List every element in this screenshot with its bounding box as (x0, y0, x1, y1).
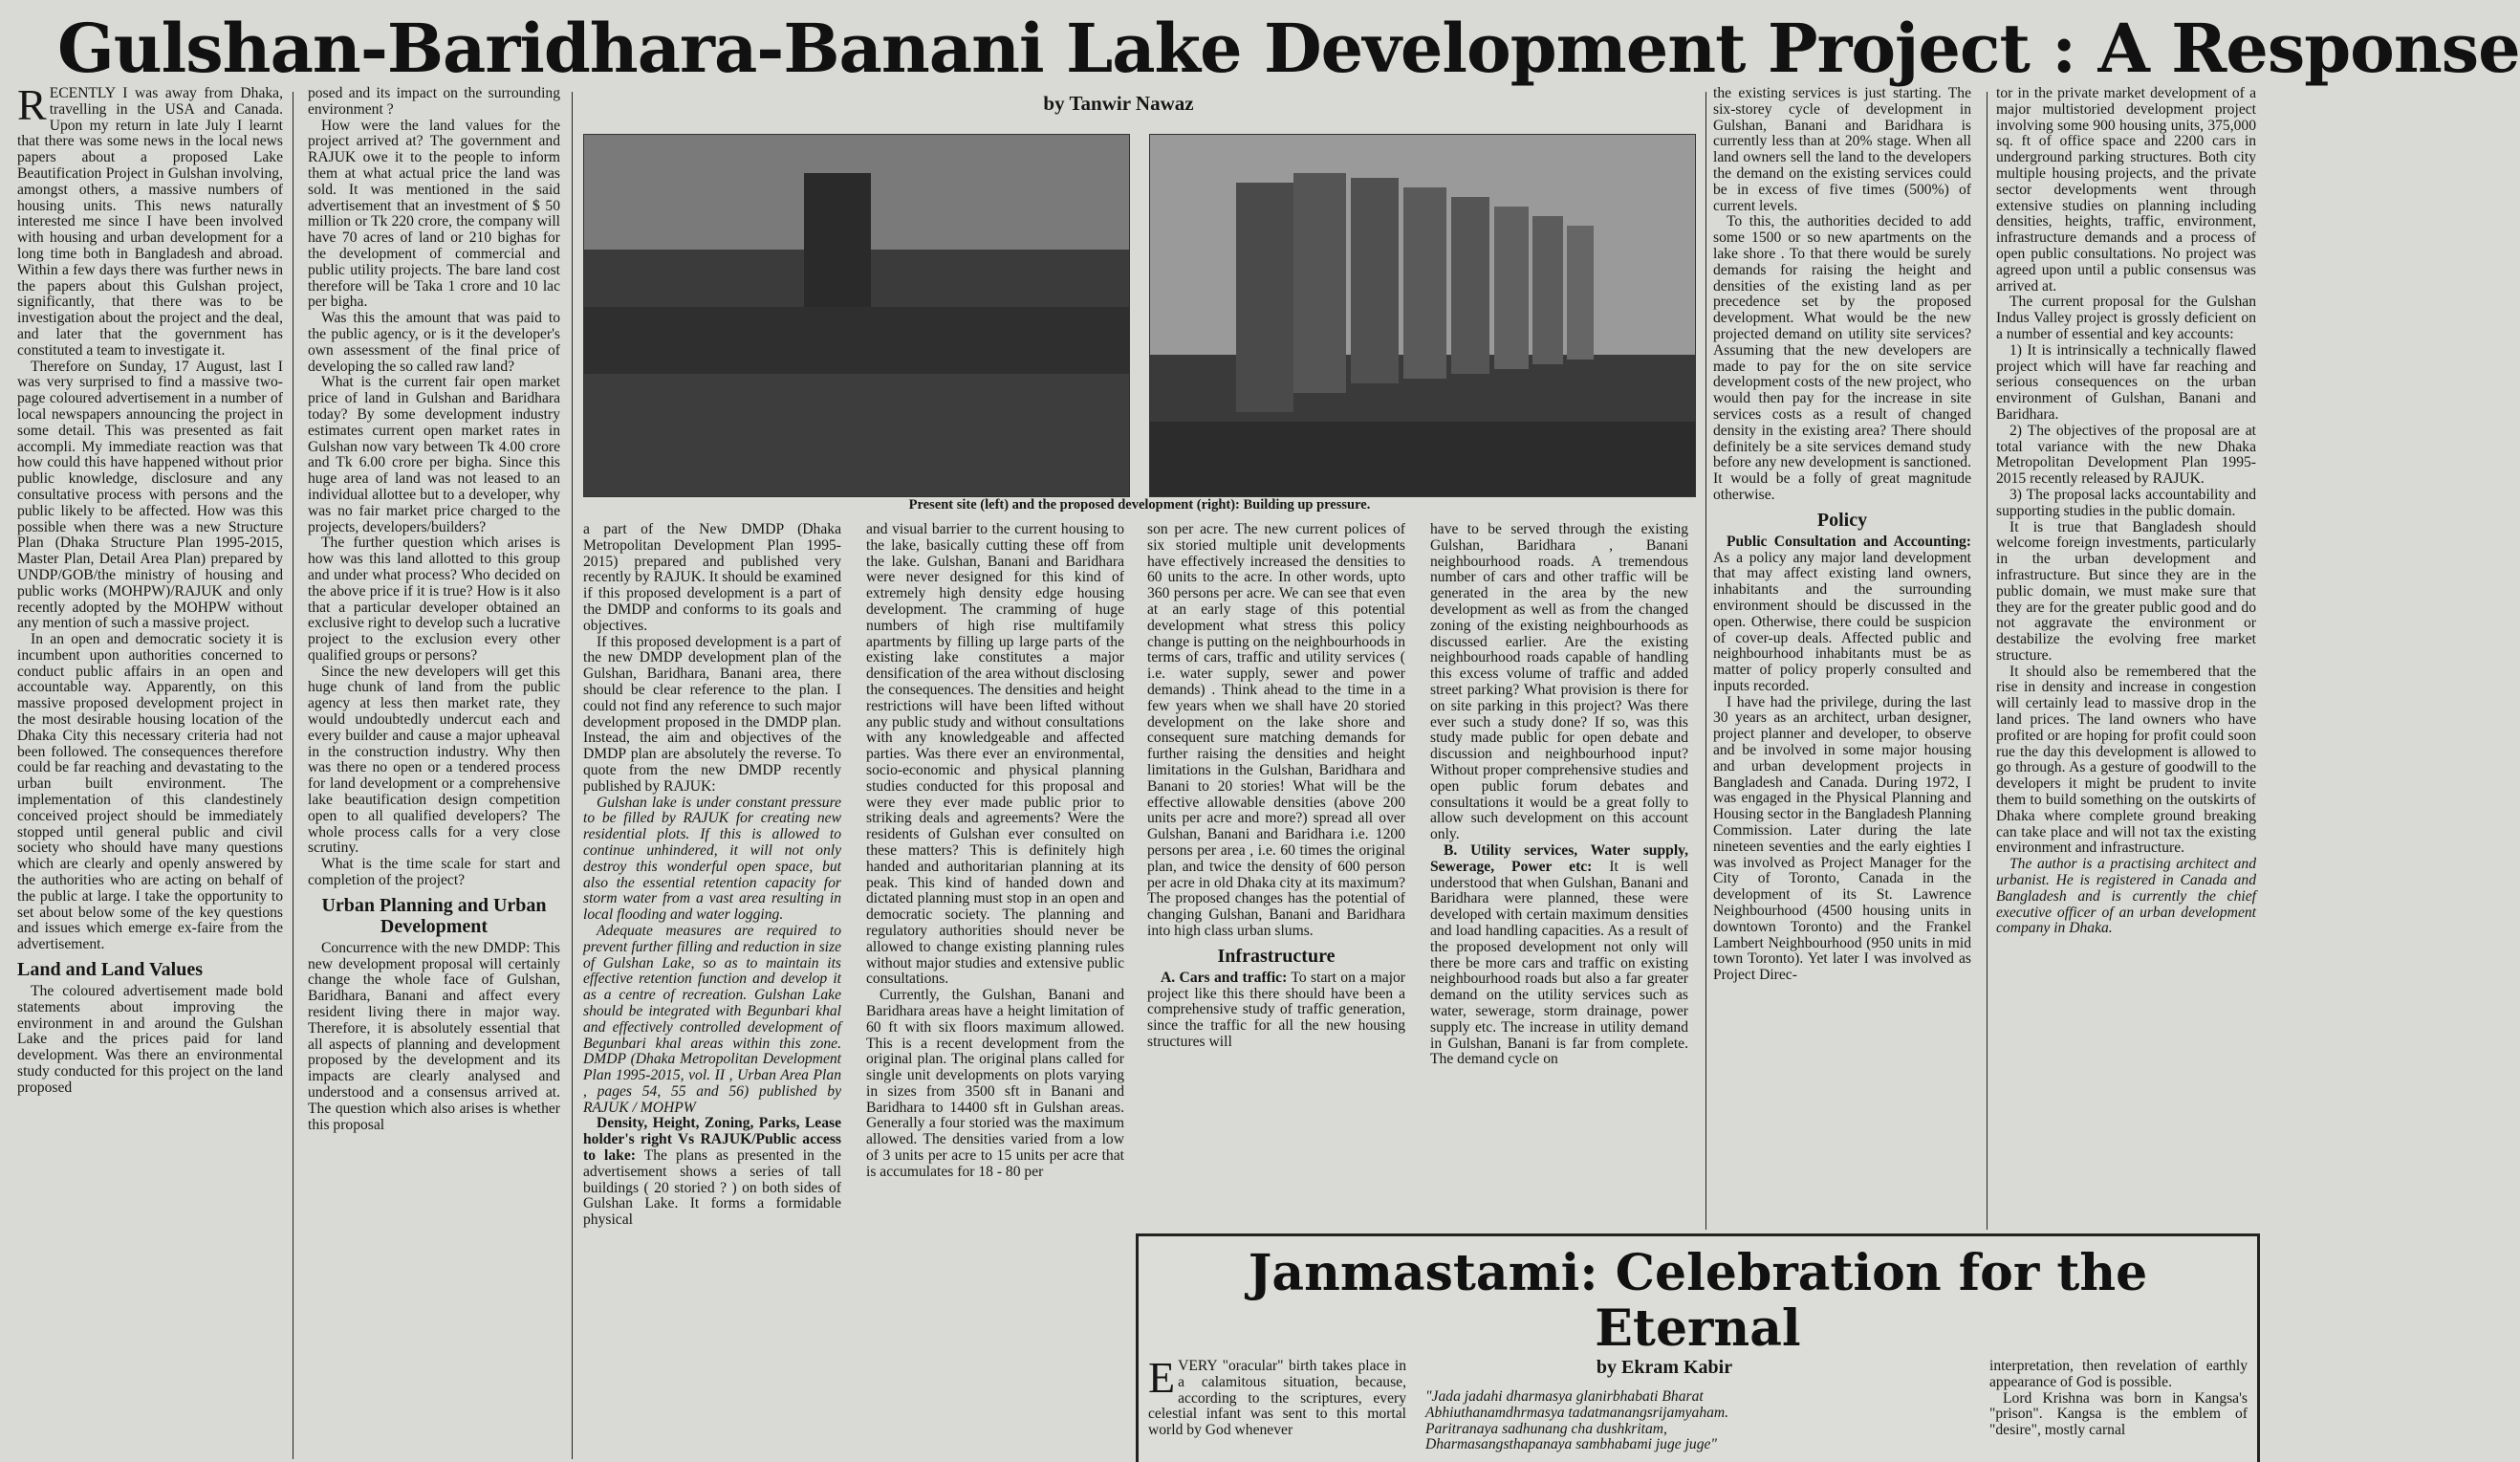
col3-quote-2: Adequate measures are required to prevent further filling and reduction in size of Gulshan Lake, so as to maintain its effective retention function and develop it as a centre of recreation. Gulshan Lake should be integrated with Begunbari khal and effectively controlled development of Begunbari khal areas within this zone. DMDP (Dhaka Metropolitan Development Plan 1995-2015, vol. II , Urban Area Plan , pages 54, 55 and 56) published by RAJUK / MOHPW (583, 922, 841, 1116)
column-6 (1430, 522, 1688, 1230)
col1-para-1: RECENTLY I was away from Dhaka, travelling in the USA and Canada. Upon my return in late July I learnt that there was some news in the local news papers about a proposed Lake Beautification Project in Gulshan involving, amongst others, a massive numbers of housing units. This news naturally interested me since I have been involved with housing and urban development for a long time both in Bangladesh and abroad. Within a few days there was further news in the papers about this Gulshan project, significantly, that there was to be investigation about the project and the deal, and later that the government has constituted a team to investigate it. (17, 80, 283, 359)
col8-para-5: 3) The proposal lacks accountability and supporting studies in the public domain. (1996, 486, 2256, 519)
janmastami-title: Janmastami: Celebration for the Eternal (1248, 1244, 2148, 1358)
verse-line-3: Paritranaya sadhunang cha dushkritam, (1425, 1420, 1667, 1437)
col2-subheading: Urban Planning and Urban Development (321, 894, 547, 937)
col5-para-2: A. Cars and traffic: To start on a major project like this there should have been a comprehensive study of traffic generation, since the traffic for all the new housing structures will (1147, 969, 1405, 1050)
col8-para-2: The current proposal for the Gulshan Indus Valley project is grossly deficient on a number of essential and key accounts: (1996, 294, 2256, 342)
janmastami-byline: by Ekram Kabir (1596, 1357, 1733, 1378)
photo-present-site (583, 134, 1130, 497)
col2-para-2: How were the land values for the project arrived at? The government and RAJUK owe it to the people to inform them at what actual price the land was sold. It was mentioned in the said advertisement that an investment of $ 50 million or Tk 220 crore, the company will have 70 acres of land or 210 bighas for the development of commercial and public utility projects. The bare land cost therefore will be Taka 1 crore and 10 lac per bigha. (308, 117, 560, 311)
col2-para-8: Concurrence with the new DMDP: This new development proposal will certainly change the whole face of Gulshan, Baridhara, Banani and affect every resident living there in major way. Therefore, it is absolutely essential that all aspects of planning and development proposed by the development and its impacts are clearly analysed and understood and a consensus arrived at. The question which also arises is whether this proposal (308, 939, 560, 1133)
col5-lead: A. Cars and traffic: (1161, 969, 1288, 986)
col7-subheading: Policy (1816, 509, 1868, 531)
col5-subheading: Infrastructure (1217, 945, 1336, 967)
col6-para-1: have to be served through the existing Gulshan, Baridhara , Banani neighbourhood roads. A tremendous number of cars and other traffic will be generated in the area by the new development as well as from the changed zoning of the existing neighbourhoods as discussed earlier. Are the existing neighbourhood roads capable of handling this excess volume of traffic and added street parking? What provision is there for on site parking in this project? Was there ever such a study done? If so, was this study made public for open debate and discussion and neighbourhood input? Without proper comprehensive studies and open public forum debates and consultations it would be a great folly to allow such development on this account only. (1430, 521, 1688, 843)
photo-present-site-image (584, 135, 1129, 496)
column-rule (572, 92, 573, 1459)
janmastami-article-box (1136, 1233, 2260, 1462)
janmastami-para-4: Lord Krishna was born in Kangsa's "prison". Kangsa is the emblem of "desire", mostly carnal (1989, 1389, 2248, 1439)
janmastami-verse (1425, 1389, 1865, 1462)
col3-para-5: Density, Height, Zoning, Parks, Lease holder's right Vs RAJUK/Public access to lake: The plans as presented in the advertisement shows a series of tall buildings ( 20 storied ? ) on both sides of Gulshan Lake. It forms a formidable physical (583, 1115, 841, 1229)
column-rule (1987, 92, 1988, 1230)
column-3 (583, 522, 841, 1459)
col2-para-5: The further question which arises is how was this land allotted to this group and under what process? Who decided on the above price if it is true? How is it also that a particular developer obtained an exclusive right to develop such a lucrative project to the exclusion every other qualified groups or persons? (308, 535, 560, 664)
janmastami-column-1 (1148, 1353, 1406, 1462)
col1-subheading: Land and Land Values (17, 959, 204, 981)
col8-author-note: The author is a practising architect and urbanist. He is registered in Canada and Bangladesh and is currently the chief executive officer of an urban development company in Dhaka. (1996, 856, 2256, 937)
column-7 (1713, 86, 1971, 1230)
headline: Gulshan-Baridhara-Banani Lake Development Project : A Response (57, 9, 2520, 88)
col8-para-7: It should also be remembered that the rise in density and increase in congestion will certainly lead to massive drop in the land prices. The land owners who have profited or are hoping for profit could soon rue the day this development is allowed to go through. As a gesture of goodwill to the developers it might be prudent to invite them to build something on the outskirts of Dhaka where complete ground breaking can take place and will not tax the existing environment and infrastructure. (1996, 663, 2256, 857)
col7-lead: Public Consultation and Accounting: (1727, 533, 1971, 550)
photo-proposed-development (1149, 134, 1696, 497)
col1-para-4: The coloured advertisement made bold statements about improving the environment in and around the Gulshan Lake and the prices paid for land development. Was there an environmental study conducted for this project on the land proposed (17, 983, 283, 1096)
col2-para-6: Since the new developers will get this huge chunk of land from the public agency at less then market rate, they would undoubtedly undercut each and every builder and cause a major upheaval in the construction industry. Why then was there no open or a tendered process for land development or a comprehensive lake beautification design competition open to all qualified developers? The whole process calls for a very close scrutiny. (308, 663, 560, 857)
col4-para-2: Currently, the Gulshan, Banani and Baridhara areas have a height limitation of 60 ft with six floors maximum allowed. This is a recent development from the original plan. The original plans called for single unit developments on plots varying in sizes from 3500 sft in Banani and Baridhara to 14400 sft in Gulshan areas. Generally a four storied was the maximum allowed. The densities varied from a low of 3 units per acre to 15 units per acre that is accumulates for 18 - 80 per (866, 987, 1124, 1180)
col8-para-4: 2) The objectives of the proposal are at total variance with the new Dhaka Metropolitan Development Plan 1995-2015 recently released by RAJUK. (1996, 422, 2256, 488)
dropcap: E (1148, 1353, 1176, 1402)
col3-para-2: If this proposed development is a part of the new DMDP development plan of the Gulshan, Baridhara, Banani area, there should be clear reference to the plan. I could not find any reference to such major development proposed in the DMDP plan. Instead, the aim and objectives of the DMDP plan are absolutely the reverse. To quote from the new DMDP recently published by RAJUK: (583, 633, 841, 795)
col3-para-1: a part of the New DMDP (Dhaka Metropolitan Development Plan 1995-2015) prepared and published very recently by RAJUK. It should be examined if this proposed development is a part of the DMDP and conforms to its goals and objectives. (583, 521, 841, 634)
column-2 (308, 86, 560, 1459)
column-4 (866, 522, 1124, 1459)
col2-para-7: What is the time scale for start and completion of the project? (308, 856, 560, 889)
byline: by Tanwir Nawaz (1043, 92, 1194, 115)
col2-para-4: What is the current fair open market price of land in Gulshan and Baridhara today? By some development industry estimates current open market rates in Gulshan now vary between Tk 4.00 crore and Tk 6.00 crore per bigha. Since this huge area of land was not leased to an individual allottee but to a developer, why was no fair market price charged to the projects, developers/builders? (308, 374, 560, 535)
photo-caption: Present site (left) and the proposed development (right): Building up pressure. (908, 497, 1371, 513)
col3-lead: Density, Height, Zoning, Parks, Lease holder's right Vs RAJUK/Public access to lake: (583, 1115, 841, 1165)
col8-para-1: tor in the private market development of a major multistoried development project involving some 900 housing units, 375,000 sq. ft of office space and 2200 cars in underground parking structures. Both city multiple housing projects, and the private sector developments went through extensive studies on planning including densities, heights, traffic, environment, infrastructure demands and a process of open public consultations. No project was agreed upon until a public consensus was arrived at. (1996, 85, 2256, 295)
column-8 (1996, 86, 2256, 1230)
column-5 (1147, 522, 1405, 1230)
photo-proposed-development-image (1150, 135, 1695, 496)
col3-quote-1: Gulshan lake is under constant pressure to be filled by RAJUK for creating new residential plots. If this is allowed to continue unhindered, it will not only destroy this wonderful open space, but also the essential retention capacity for storm water from a vast area resulting in local flooding and water logging. (583, 794, 841, 924)
col1-para-2: Therefore on Sunday, 17 August, last I was very surprised to find a massive two-page coloured advertisement in a number of local newspapers announcing the project in some detail. This was presented as fait accompli. My immediate reaction was that how could this have happened without prior public knowledge, disclosure and any consultative process with persons and the public likely to be affected. How was this possible when there was a new Structure Plan (Dhaka Structure Plan 1995-2015, Master Plan, Detail Area Plan) prepared by UNDP/GOB/the ministry of housing and public works (MOHPW)/RAJUK and only recently adopted by the MOHPW without any mention of such a massive project. (17, 358, 283, 632)
col2-para-1: posed and its impact on the surrounding environment ? (308, 85, 560, 118)
col4-para-1: and visual barrier to the current housing to the lake, basically cutting these off from the lake. Gulshan, Banani and Baridhara were never designed for this kind of extremely high density edge housing development. The cramming of huge numbers of high rise multifamily apartments by filling up large parts of the existing lake constitutes a major densification of the area without disclosing the consequences. The densities and height restrictions will have been lifted without any public study and without consultations with any knowledgeable and affected parties. Was there ever an environmental, socio-economic and physical planning studies conducted for this proposal and were they ever made public prior to striking deals and agreements? Were the residents of Gulshan ever consulted on these matters? This is definitely high handed and authoritarian planning at its peak. This kind of handed down and dictated planning must stop in an open and democratic society. The planning and regulatory authorities should never be allowed to change existing planning rules without major studies and extensive public consultations. (866, 521, 1124, 988)
col1-para-3: In an open and democratic society it is incumbent upon authorities concerned to conduct public affairs in an open and accountable way. Apparently, on this massive proposed development project in the most desirable housing location of the Dhaka City this necessary criteria had not been followed. The consequences therefore could be far reaching and devastating to the urban built environment. The implementation of this clandestinely conceived project should be immediately stopped until general public and civil society who should have many questions which are clearly and openly answered by the authorities who are acting on behalf of the public at large. I take the opportunity to set about below some of the key questions and issues which emerge ex-faire from the advertisement. (17, 631, 283, 953)
col6-lead: B. Utility services, Water supply, Sewerage, Power etc: (1430, 841, 1688, 875)
verse-line-1: "Jada jadahi dharmasya glanirbhabati Bharat (1425, 1388, 1704, 1405)
column-rule (1705, 92, 1706, 1230)
janmastami-para-3: interpretation, then revelation of earthly appearance of God is possible. (1989, 1358, 2248, 1390)
janmastami-para-1: EVERY "oracular" birth takes place in a calamitous situation, because, according to the scriptures, every celestial infant was sent to this mortal world by God whenever (1148, 1353, 1406, 1439)
col7-para-2: To this, the authorities decided to add some 1500 or so new apartments on the lake shore . To that there would be surely demands for raising the height and densities of the existing land as per precedence set by the proposed development. What would be the new projected demand on utility site services? Assuming that the new developers are made to pay for the on site service development costs of the new project, who would then pay for the increase in site services costs as a result of changed density in the existing area? There should definitely be a site services demand study before any new development is sanctioned. It would be a folly of great magnitude otherwise. (1713, 213, 1971, 503)
col8-para-3: 1) It is intrinsically a technically flawed project which will have far reaching and serious consequences on the urban environment of Gulshan, Banani and Baridhara. (1996, 341, 2256, 423)
dropcap: R (17, 80, 47, 129)
verse-line-4: Dharmasangsthapanaya sambhabami juge juge" (1425, 1436, 1717, 1453)
col2-para-3: Was this the amount that was paid to the public agency, or is it the developer's own assessment of the final price of developing the so called raw land? (308, 310, 560, 375)
col8-para-6: It is true that Bangladesh should welcome foreign investments, particularly in the urban development and infrastructure. But since they are in the public domain, we must make sure that they are for the greater public good and do not aggravate the environment or destabilize the evolving free market structure. (1996, 518, 2256, 664)
col6-para-2: B. Utility services, Water supply, Sewerage, Power etc: It is well understood that when Gulshan, Banani and Baridhara were planned, these were developed with certain maximum densities and load handling capacities. As a result of the proposed development not only will there be more cars and traffic on existing neighbourhood roads but also a far greater demand on the utility services such as water, sewerage, storm drainage, power supply etc. The increase in utility demand in Gulshan, Banani is far from complete. The demand cycle on (1430, 841, 1688, 1068)
col5-para-1: son per acre. The new current polices of six storied multiple unit developments have effectively increased the densities to 60 units to the acre. In other words, upto 360 persons per acre. We can see that even at an early stage of this potential development what stress this policy change is putting on the neighbourhoods in terms of cars, traffic and utility services ( i.e. water supply, sewer and power demands) . Think ahead to the time in a few years when we shall have 20 storied development on the lake shore and consequent sure matching demands for further raising the densities and height limitations in the Gulshan, Baridhara and Banani to 20 stories! What will be the effective allowable densities (above 200 units per acre and more?) spread all over Gulshan, Banani and Baridhara i.e. 1200 persons per area , i.e. 60 times the original plan, and twice the density of 600 person per acre in old Dhaka city at its maximum? The proposed changes has the potential of changing Gulshan, Banani and Baridhara into high class urban slums. (1147, 521, 1405, 939)
janmastami-column-3 (1989, 1359, 2248, 1462)
verse-line-2: Abhiuthanamdhrmasya tadatmanangsrijamyaham. (1425, 1404, 1729, 1421)
column-1 (17, 80, 283, 1459)
col7-para-4: I have had the privilege, during the last 30 years as an architect, urban designer, project planner and developer, to observe and be involved in some major housing and urban development projects in Bangladesh and Canada. During 1972, I was engaged in the Physical Planning and Housing sector in the Bangladesh Planning Commission. Later during the late nineteen seventies and the early eighties I was involved as Project Manager for the City of Toronto, Canada in the development of its St. Lawrence Neighbourhood (4500 housing units in downtown Toronto) and the Frankel Lambert Neighbourhood (950 units in mid town Toronto). Yet later I was involved as Project Direc- (1713, 693, 1971, 984)
col7-para-3: Public Consultation and Accounting: As a policy any major land development that may affect existing land owners, inhabitants and the surrounding environment should be discussed in the open. Otherwise, there could be suspicion of cover-up deals. Affected public and neighbourhood inhabitants must be as matter of policy properly consulted and inputs recorded. (1713, 533, 1971, 694)
col7-para-1: the existing services is just starting. The six-storey cycle of development in Gulshan, Banani and Baridhara is currently less than at 20% stage. When all land owners sell the land to the developers the demand on the existing services could be in excess of five times (500%) of current levels. (1713, 85, 1971, 214)
